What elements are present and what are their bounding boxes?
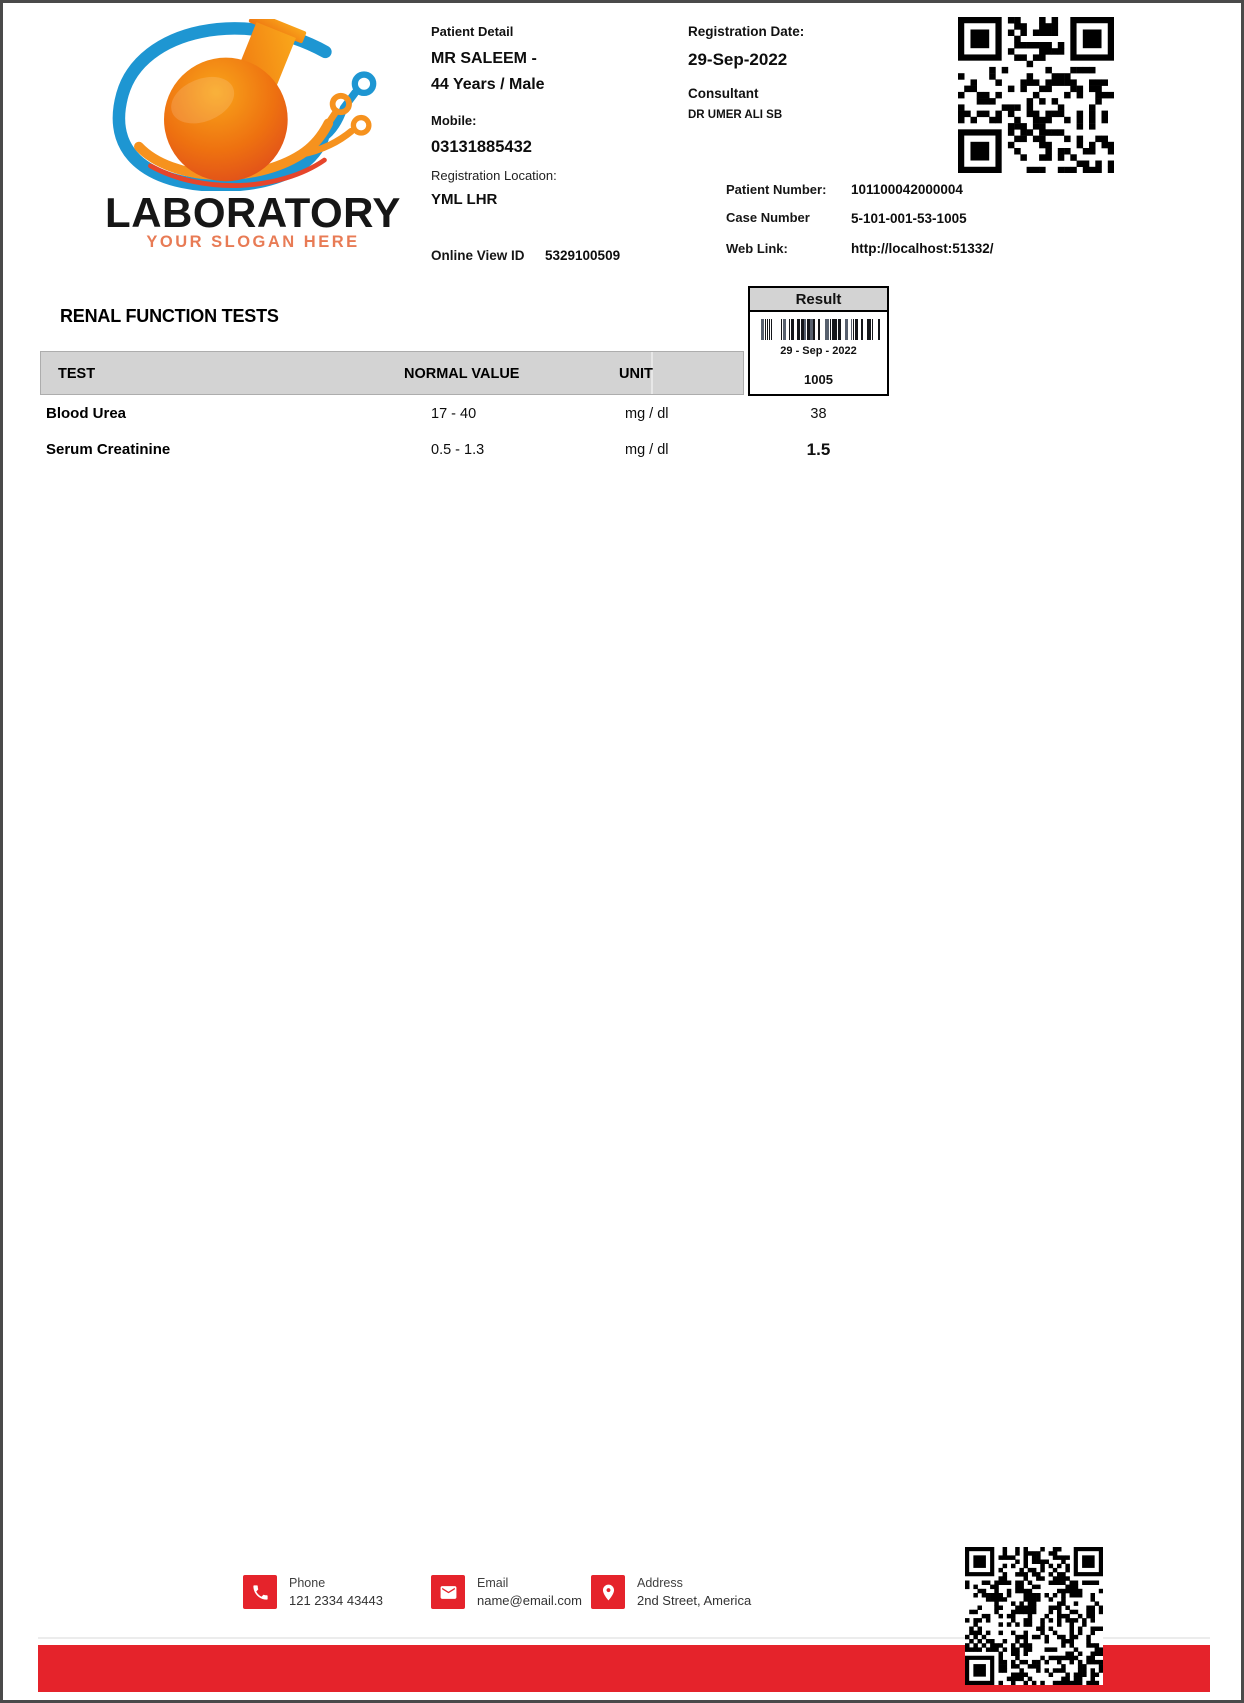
contact-label: Address	[637, 1576, 683, 1590]
specimen-barcode	[760, 319, 880, 340]
online-view-id-value: 5329100509	[545, 248, 621, 263]
qr-code-bottom	[965, 1547, 1103, 1685]
contact-label: Email	[477, 1576, 509, 1590]
registration-location-value: YML LHR	[431, 191, 498, 208]
logo-name: LABORATORY	[105, 189, 401, 236]
contact-value: name@email.com	[477, 1592, 582, 1608]
online-view-id-label: Online View ID	[431, 248, 525, 263]
report-title: RENAL FUNCTION TESTS	[60, 306, 279, 326]
test-name: Serum Creatinine	[46, 441, 171, 458]
phone-icon	[243, 1575, 277, 1609]
footer-contact-phone	[243, 1575, 383, 1609]
contact-value: 121 2334 43443	[289, 1592, 383, 1608]
unit-value: mg / dl	[625, 406, 669, 422]
column-header-unit: UNIT	[619, 366, 653, 382]
result-box	[748, 286, 889, 396]
mobile-value: 03131885432	[431, 138, 532, 156]
mobile-label: Mobile:	[431, 113, 477, 128]
column-header-test: TEST	[58, 366, 96, 382]
patient-name-line1: MR SALEEM -	[431, 50, 537, 67]
footer-contact-address	[591, 1575, 751, 1609]
web-link-label: Web Link:	[726, 241, 788, 256]
patient-detail-label: Patient Detail	[431, 24, 514, 39]
consultant-label: Consultant	[688, 86, 759, 101]
result-date: 29 - Sep - 2022	[780, 345, 857, 357]
case-number-label: Case Number	[726, 210, 810, 225]
registration-date-value: 29-Sep-2022	[688, 50, 788, 69]
qr-code-top	[958, 17, 1114, 173]
patient-number-label: Patient Number:	[726, 182, 827, 197]
normal-value: 17 - 40	[431, 406, 477, 422]
registration-date-label: Registration Date:	[688, 24, 805, 39]
unit-value: mg / dl	[625, 442, 669, 458]
flask-logo-icon	[85, 19, 415, 191]
column-header-normal: NORMAL VALUE	[404, 366, 520, 382]
contact-value: 2nd Street, America	[637, 1592, 752, 1608]
laboratory-logo	[85, 19, 415, 191]
normal-value: 0.5 - 1.3	[431, 442, 485, 458]
result-value: 38	[810, 406, 827, 422]
patient-number-value: 101100042000004	[851, 182, 963, 197]
contact-label: Phone	[289, 1576, 326, 1590]
web-link-value: http://localhost:51332/	[851, 241, 994, 256]
registration-location-label: Registration Location:	[431, 168, 557, 183]
result-value: 1.5	[806, 440, 831, 459]
patient-name-line2: 44 Years / Male	[431, 76, 545, 93]
case-number-value: 5-101-001-53-1005	[851, 211, 967, 226]
result-column-header: Result	[750, 288, 887, 312]
logo-slogan: YOUR SLOGAN HERE	[146, 233, 360, 251]
footer-contact-email	[431, 1575, 582, 1609]
address-icon	[591, 1575, 625, 1609]
email-icon	[431, 1575, 465, 1609]
test-name: Blood Urea	[46, 405, 127, 422]
result-case-number: 1005	[804, 372, 833, 387]
consultant-value: DR UMER ALI SB	[688, 109, 783, 121]
